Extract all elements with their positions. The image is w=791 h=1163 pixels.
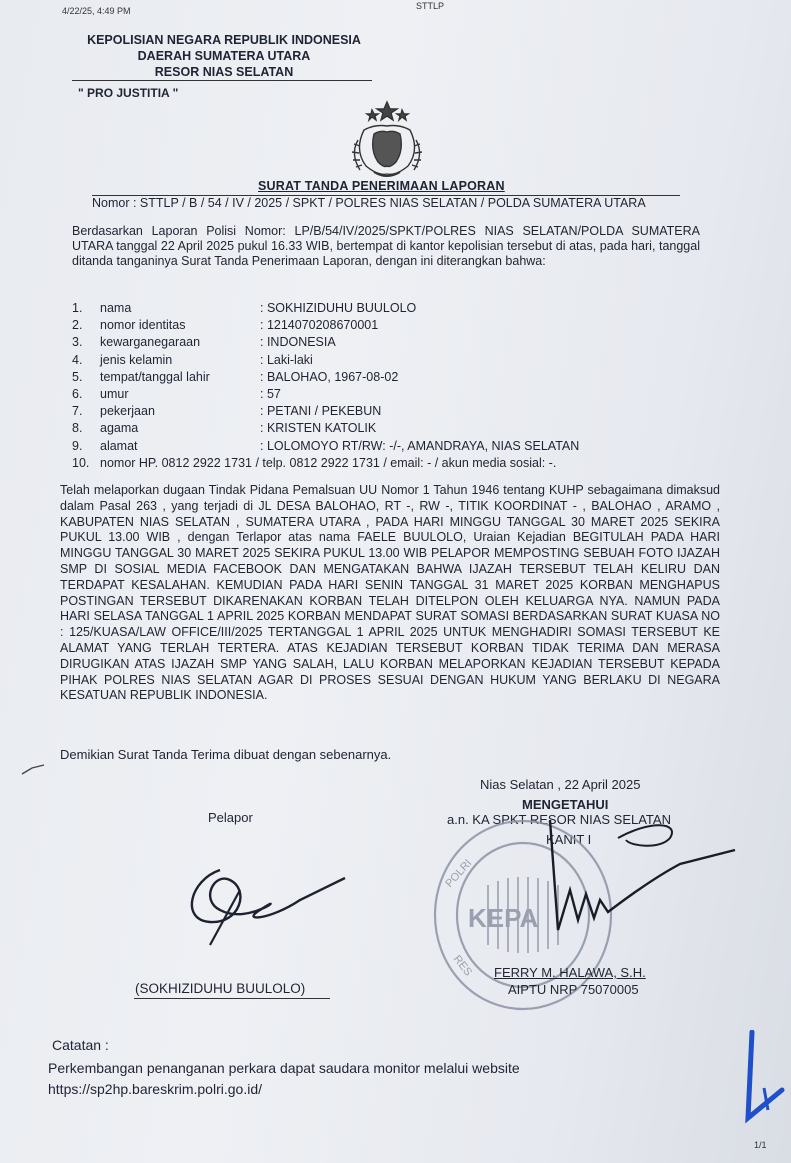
field-value: : BALOHAO, 1967-08-02	[260, 369, 399, 384]
svg-text:POLRI: POLRI	[443, 857, 475, 890]
reporter-signature-icon	[180, 850, 350, 950]
svg-text:RES: RES	[450, 953, 475, 979]
print-timestamp: 4/22/25, 4:49 PM	[62, 6, 131, 16]
agency-underline	[72, 80, 372, 81]
field-label: kewarganegaraan	[100, 335, 201, 350]
field-value: : SOKHIZIDUHU BUULOLO	[260, 301, 417, 315]
intro-paragraph: Berdasarkan Laporan Polisi Nomor: LP/B/54/IV/2025/SPKT/POLRES NIAS SELATAN/POLDA SUMATERA UTARA tanggal 22 April 2025 pukul 16.33 WIB, bertempat di kantor kepolisian tersebut di atas, pada hari, tanggal ditanda tanganinya Surat Tanda Penerimaan Laporan, dengan ini diterangkan bahwa:	[72, 224, 700, 268]
svg-text:KEPA: KEPA	[468, 903, 539, 933]
document-number: Nomor : STTLP / B / 54 / IV / 2025 / SPKT / POLRES NIAS SELATAN / POLDA SUMATERA UTARA	[92, 196, 646, 210]
agency-line-3: RESOR NIAS SELATAN	[154, 65, 294, 79]
field-row: 9. alamat : LOLOMOYO RT/RW: -/-, AMANDRAYA, NIAS SELATAN	[72, 438, 712, 455]
field-value: : LOLOMOYO RT/RW: -/-, AMANDRAYA, NIAS SELATAN	[260, 438, 580, 453]
reporter-name-rule	[134, 998, 330, 999]
field-value: : Laki-laki	[260, 352, 313, 367]
field-row: 4. jenis kelamin : Laki-laki	[72, 352, 712, 369]
contact-line: nomor HP. 0812 2922 1731 / telp. 0812 2922 1731 / email: - / akun media sosial: -.	[100, 455, 557, 470]
officer-name: FERRY M. HALAWA, S.H.	[494, 965, 646, 980]
agency-line-2: DAERAH SUMATERA UTARA	[137, 49, 311, 63]
field-value: : KRISTEN KATOLIK	[260, 421, 377, 436]
field-label: alamat	[100, 438, 138, 453]
field-row: 2. nomor identitas : 1214070208670001	[72, 317, 712, 334]
field-label: umur	[100, 386, 129, 401]
reporter-name: (SOKHIZIDUHU BUULOLO)	[135, 981, 306, 996]
field-value: : PETANI / PEKEBUN	[260, 404, 382, 419]
field-value: : 57	[260, 386, 281, 401]
officer-rank: AIPTU NRP 75070005	[508, 982, 639, 997]
acknowledging-role: KANIT I	[546, 832, 592, 847]
field-row: 5. tempat/tanggal lahir : BALOHAO, 1967-08-02	[72, 369, 712, 386]
field-row: 8. agama : KRISTEN KATOLIK	[72, 420, 712, 437]
police-emblem-icon	[344, 100, 430, 180]
document-title: SURAT TANDA PENERIMAAN LAPORAN	[258, 179, 505, 193]
pro-justitia: " PRO JUSTITIA "	[78, 86, 179, 100]
field-value: : 1214070208670001	[260, 318, 379, 333]
field-value: : INDONESIA	[260, 335, 336, 350]
report-paragraph: Telah melaporkan dugaan Tindak Pidana Pemalsuan UU Nomor 1 Tahun 1946 tentang KUHP sebagaimana dimaksud dalam Pasal 263 , yang terjadi di JL DESA BALOHAO, RT -, RW -, TITIK KOORDINAT - , BALOHAO , ARAMO , KABUPATEN NIAS SELATAN , SUMATERA UTARA , PADA HARI MINGGU TANGGAL 30 MARET 2025 SEKIRA PUKUL 13.00 WIB , dengan Terlapor atas nama FAELE BUULOLO, Uraian Kejadian BEGITULAH PADA HARI MINGGU TANGGAL 30 MARET 2025 SEKIRA PUKUL 13.00 WIB PELAPOR MEMPOSTING SEBUAH FOTO IJAZAH SMP DI SOSIAL MEDIA FACEBOOK DAN MENGATAKAN BAHWA IJAZAH TERSEBUT TELAH KELIRU DAN TERDAPAT KESALAHAN. KEMUDIAN PADA HARI SENIN TANGGAL 31 MARET 2025 KORBAN MENGHAPUS POSTINGAN TERSEBUT DIKARENAKAN KORBAN TELAH DITELPON OLEH KELUARGA NYA. NAMUN PADA HARI SELASA TANGGAL 1 APRIL 2025 KORBAN MENDAPAT SURAT SOMASI BERDASARKAN SURAT KUASA NO : 125/KUASA/LAW OFFICE/III/2025 TERTANGGAL 1 APRIL 2025 UNTUK MENGHADIRI SOMASI TERSEBUT KE ALAMAT YANG TERLAH TERTERA. ATAS KEJADIAN TERSEBUT KORBAN TIDAK TERIMA DAN MERASA DIRUGIKAN ATAS IJAZAH SMP YANG SALAH, LALU KORBAN MELAPORKAN KEJADIAN TERSEBUT KEPADA PIHAK POLRES NIAS SELATAN AGAR DI PROSES SESUAI DENGAN HUKUM YANG BERLAKU DI NEGARA KESATUAN REPUBLIK INDONESIA.	[60, 483, 720, 703]
field-label: agama	[100, 421, 139, 436]
note-text: Perkembangan penanganan perkara dapat saudara monitor melalui website	[48, 1060, 520, 1076]
monitoring-website-link[interactable]: https://sp2hp.bareskrim.polri.go.id/	[48, 1081, 262, 1097]
field-label: nomor identitas	[100, 318, 186, 333]
field-row: 7. pekerjaan : PETANI / PEKEBUN	[72, 403, 712, 420]
field-row: 3. kewarganegaraan : INDONESIA	[72, 334, 712, 351]
reporter-fields	[72, 300, 712, 472]
field-row: 6. umur : 57	[72, 386, 712, 403]
field-label: pekerjaan	[100, 404, 155, 419]
field-label: jenis kelamin	[100, 352, 173, 367]
acknowledging-office: a.n. KA SPKT RESOR NIAS SELATAN	[447, 812, 671, 827]
pen-mark-icon	[742, 1030, 788, 1126]
acknowledged-label: MENGETAHUI	[522, 797, 609, 812]
note-heading: Catatan :	[52, 1037, 109, 1053]
field-row-contact: 10. nomor HP. 0812 2922 1731 / telp. 0812 2922 1731 / email: - / akun media sosial: -.	[72, 455, 712, 472]
agency-header	[76, 32, 372, 80]
place-date: Nias Selatan , 22 April 2025	[480, 777, 641, 792]
field-label: tempat/tanggal lahir	[100, 369, 210, 384]
field-label: nama	[100, 301, 132, 315]
page-indicator: 1/1	[754, 1140, 767, 1150]
reporter-label: Pelapor	[208, 810, 253, 825]
officer-signature-icon	[530, 820, 740, 960]
field-row: 1. nama : SOKHIZIDUHU BUULOLO	[72, 300, 712, 317]
print-code: STTLP	[416, 1, 445, 11]
margin-mark-icon	[20, 762, 46, 776]
closing-statement: Demikian Surat Tanda Terima dibuat dengan sebenarnya.	[60, 747, 392, 762]
agency-line-1: KEPOLISIAN NEGARA REPUBLIK INDONESIA	[87, 33, 361, 47]
